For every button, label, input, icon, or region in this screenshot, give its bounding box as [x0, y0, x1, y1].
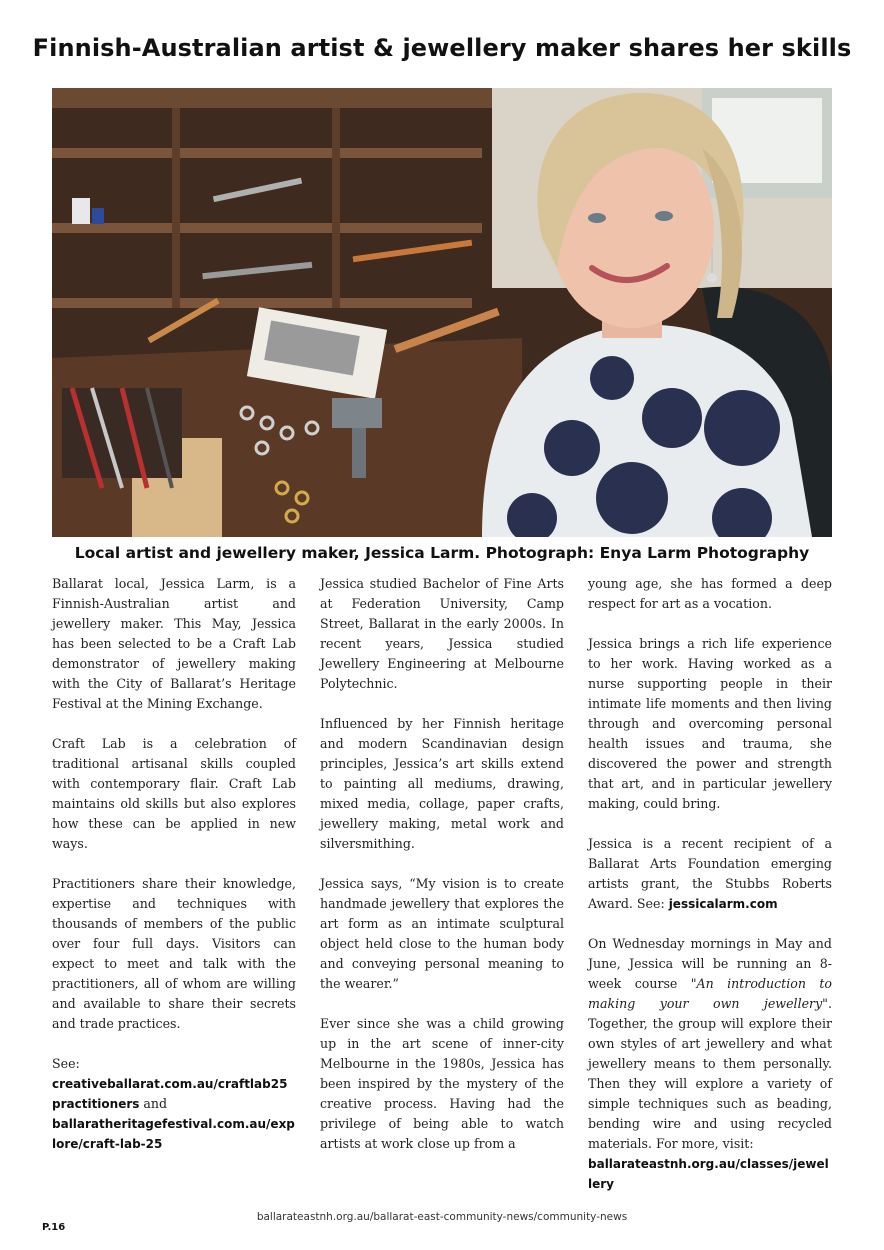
paragraph: Ever since she was a child growing up in the art scene of inner-city Melbourne in the 1980s, Jessica has been inspired by the mystery of the creative process. Having had the privilege of being able to watch artists at work close up from a [320, 1016, 564, 1151]
paragraph: Jessica studied Bachelor of Fine Arts at Federation University, Camp Street, Ballarat in the early 2000s. In recent years, Jessica studied Jewellery Engineering at Melbourne Polytechnic. [320, 576, 564, 691]
article-photo [52, 88, 832, 537]
course-title: "An introduction to making your own jewellery" [588, 976, 832, 1011]
jessicalarm-link[interactable]: jessicalarm.com [668, 897, 778, 911]
paragraph: Jessica brings a rich life experience to her work. Having worked as a nurse supporting people in their intimate life moments and then living through and overcoming personal health issues and trauma, she discovered the power and strength that art, and in particular jewellery making, could bring. [588, 636, 832, 811]
see-label: See: [52, 1056, 80, 1071]
photo-caption: Local artist and jewellery maker, Jessica Larm. Photograph: Enya Larm Photography [74, 544, 810, 562]
heritage-festival-link[interactable]: ballaratheritagefestival.com.au/explore/craft-lab-25 [52, 1117, 295, 1151]
quote-paragraph: Jessica says, “My vision is to create handmade jewellery that explores the art form as an intimate sculptural object held close to the human body and conveying personal meaning to the wearer.” [320, 876, 564, 991]
paragraph: Practitioners share their knowledge, expertise and techniques with thousands of members of the public over four full days. Visitors can expect to meet and talk with the practitioners, all of whom are willing and available to share their secrets and trade practices. [52, 876, 296, 1031]
paragraph [588, 834, 832, 914]
text-column-3 [588, 574, 832, 1214]
and-text: and [139, 1096, 168, 1111]
paragraph-text: Jessica is a recent recipient of a Ballarat Arts Foundation emerging artists grant, the Stubbs Roberts Award. See: [588, 836, 832, 911]
text-column-2 [320, 574, 564, 1174]
text-column-1 [52, 574, 296, 1174]
photo-illustration [52, 88, 832, 537]
see-links-paragraph [52, 1054, 296, 1154]
paragraph-text: On Wednesday mornings in May and June, Jessica will be running an 8-week course [588, 936, 832, 991]
paragraph-text: . Together, the group will explore their own styles of art jewellery and what jewellery means to them personally. Then they will explore a variety of simple techniques such as beading, bending wire and using recycled materials. For more, visit: [588, 996, 832, 1151]
jewellery-classes-link[interactable]: ballarateastnh.org.au/classes/jewellery [588, 1157, 829, 1191]
paragraph: Ballarat local, Jessica Larm, is a Finnish-Australian artist and jewellery maker. This May, Jessica has been selected to be a Craft Lab demonstrator of jewellery making with the City of Ballarat’s Heritage Festival at the Mining Exchange. [52, 576, 296, 711]
paragraph [588, 934, 832, 1194]
footer-url[interactable]: ballarateastnh.org.au/ballarat-east-community-news/community-news [256, 1211, 628, 1223]
paragraph: Influenced by her Finnish heritage and modern Scandinavian design principles, Jessica’s art skills extend to painting all mediums, drawing, mixed media, collage, paper crafts, jewellery making, metal work and silversmithing. [320, 716, 564, 851]
craftlab-practitioners-link[interactable]: creativeballarat.com.au/craftlab25practitioners [52, 1077, 288, 1111]
paragraph: young age, she has formed a deep respect for art as a vocation. [588, 576, 832, 611]
page-number: P.16 [42, 1222, 66, 1233]
paragraph: Craft Lab is a celebration of traditional artisanal skills coupled with contemporary flair. Craft Lab maintains old skills but also explores how these can be applied in new ways. [52, 736, 296, 851]
article-headline: Finnish-Australian artist & jewellery maker shares her skills [32, 34, 852, 62]
